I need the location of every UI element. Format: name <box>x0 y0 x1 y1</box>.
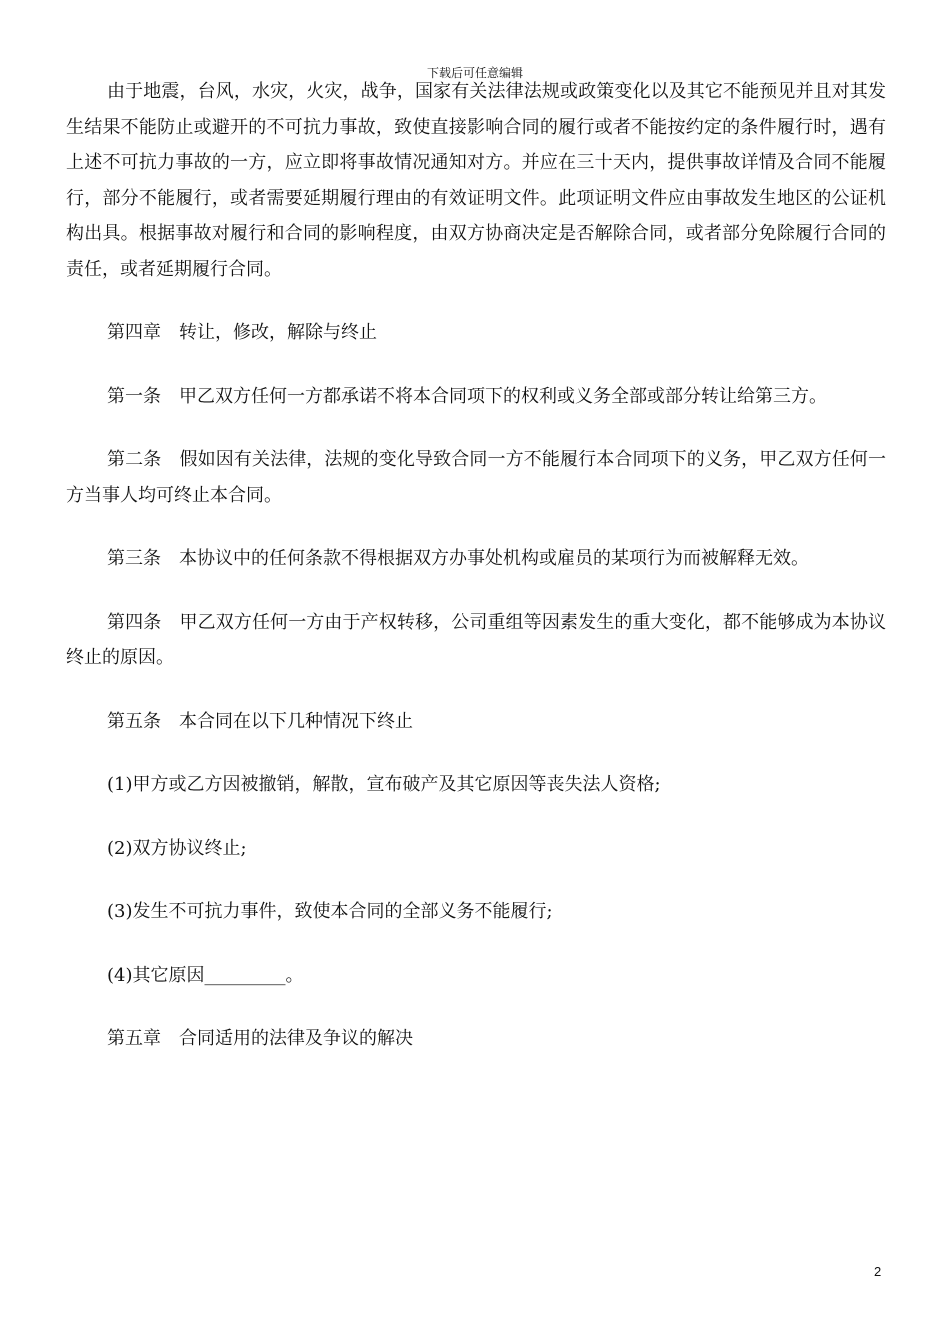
list-item-4: (4)其它原因_________。 <box>107 964 304 986</box>
list-item-1: (1)甲方或乙方因被撤销，解散，宣布破产及其它原因等丧失法人资格; <box>107 774 661 795</box>
page-number: 2 <box>874 1264 882 1279</box>
header-note: 下载后可任意编辑 <box>426 66 523 80</box>
article-3: 第三条 本协议中的任何条款不得根据双方办事处机构或雇员的某项行为而被解释无效。 <box>107 548 809 569</box>
paragraph-force-majeure: 由于地震，台风，水灾，火灾，战争，国家有关法律法规或政策变化以及其它不能预见并且对其发生结果不能防止或避开的不可抗力事故，致使直接影响合同的履行或者不能按约定的条件履行时，遇有上述不可抗力事故的一方，应立即将事故情况通知对方。并应在三十天内，提供事故详情及合同不能履行，部分不能履行，或者需要延期履行理由的有效证明文件。此项证明文件应由事故发生地区的公证机构出具。根据事故对履行和合同的影响程度，由双方协商决定是否解除合同，或者部分免除履行合同的责任，或者延期履行合同。 <box>66 81 886 280</box>
article-2: 第二条 假如因有关法律，法规的变化导致合同一方不能履行本合同项下的义务，甲乙双方任何一方当事人均可终止本合同。 <box>66 449 886 506</box>
document-body <box>66 74 886 1057</box>
chapter-heading-5: 第五章 合同适用的法律及争议的解决 <box>107 1028 413 1049</box>
article-4: 第四条 甲乙双方任何一方由于产权转移，公司重组等因素发生的重大变化，都不能够成为本协议终止的原因。 <box>66 611 886 668</box>
list-item-2: (2)双方协议终止; <box>107 837 247 859</box>
article-5: 第五条 本合同在以下几种情况下终止 <box>107 710 413 732</box>
list-item-3: (3)发生不可抗力事件，致使本合同的全部义务不能履行; <box>107 901 553 922</box>
chapter-heading-4: 第四章 转让，修改，解除与终止 <box>107 322 377 343</box>
article-1: 第一条 甲乙双方任何一方都承诺不将本合同项下的权利或义务全部或部分转让给第三方。 <box>107 385 827 407</box>
